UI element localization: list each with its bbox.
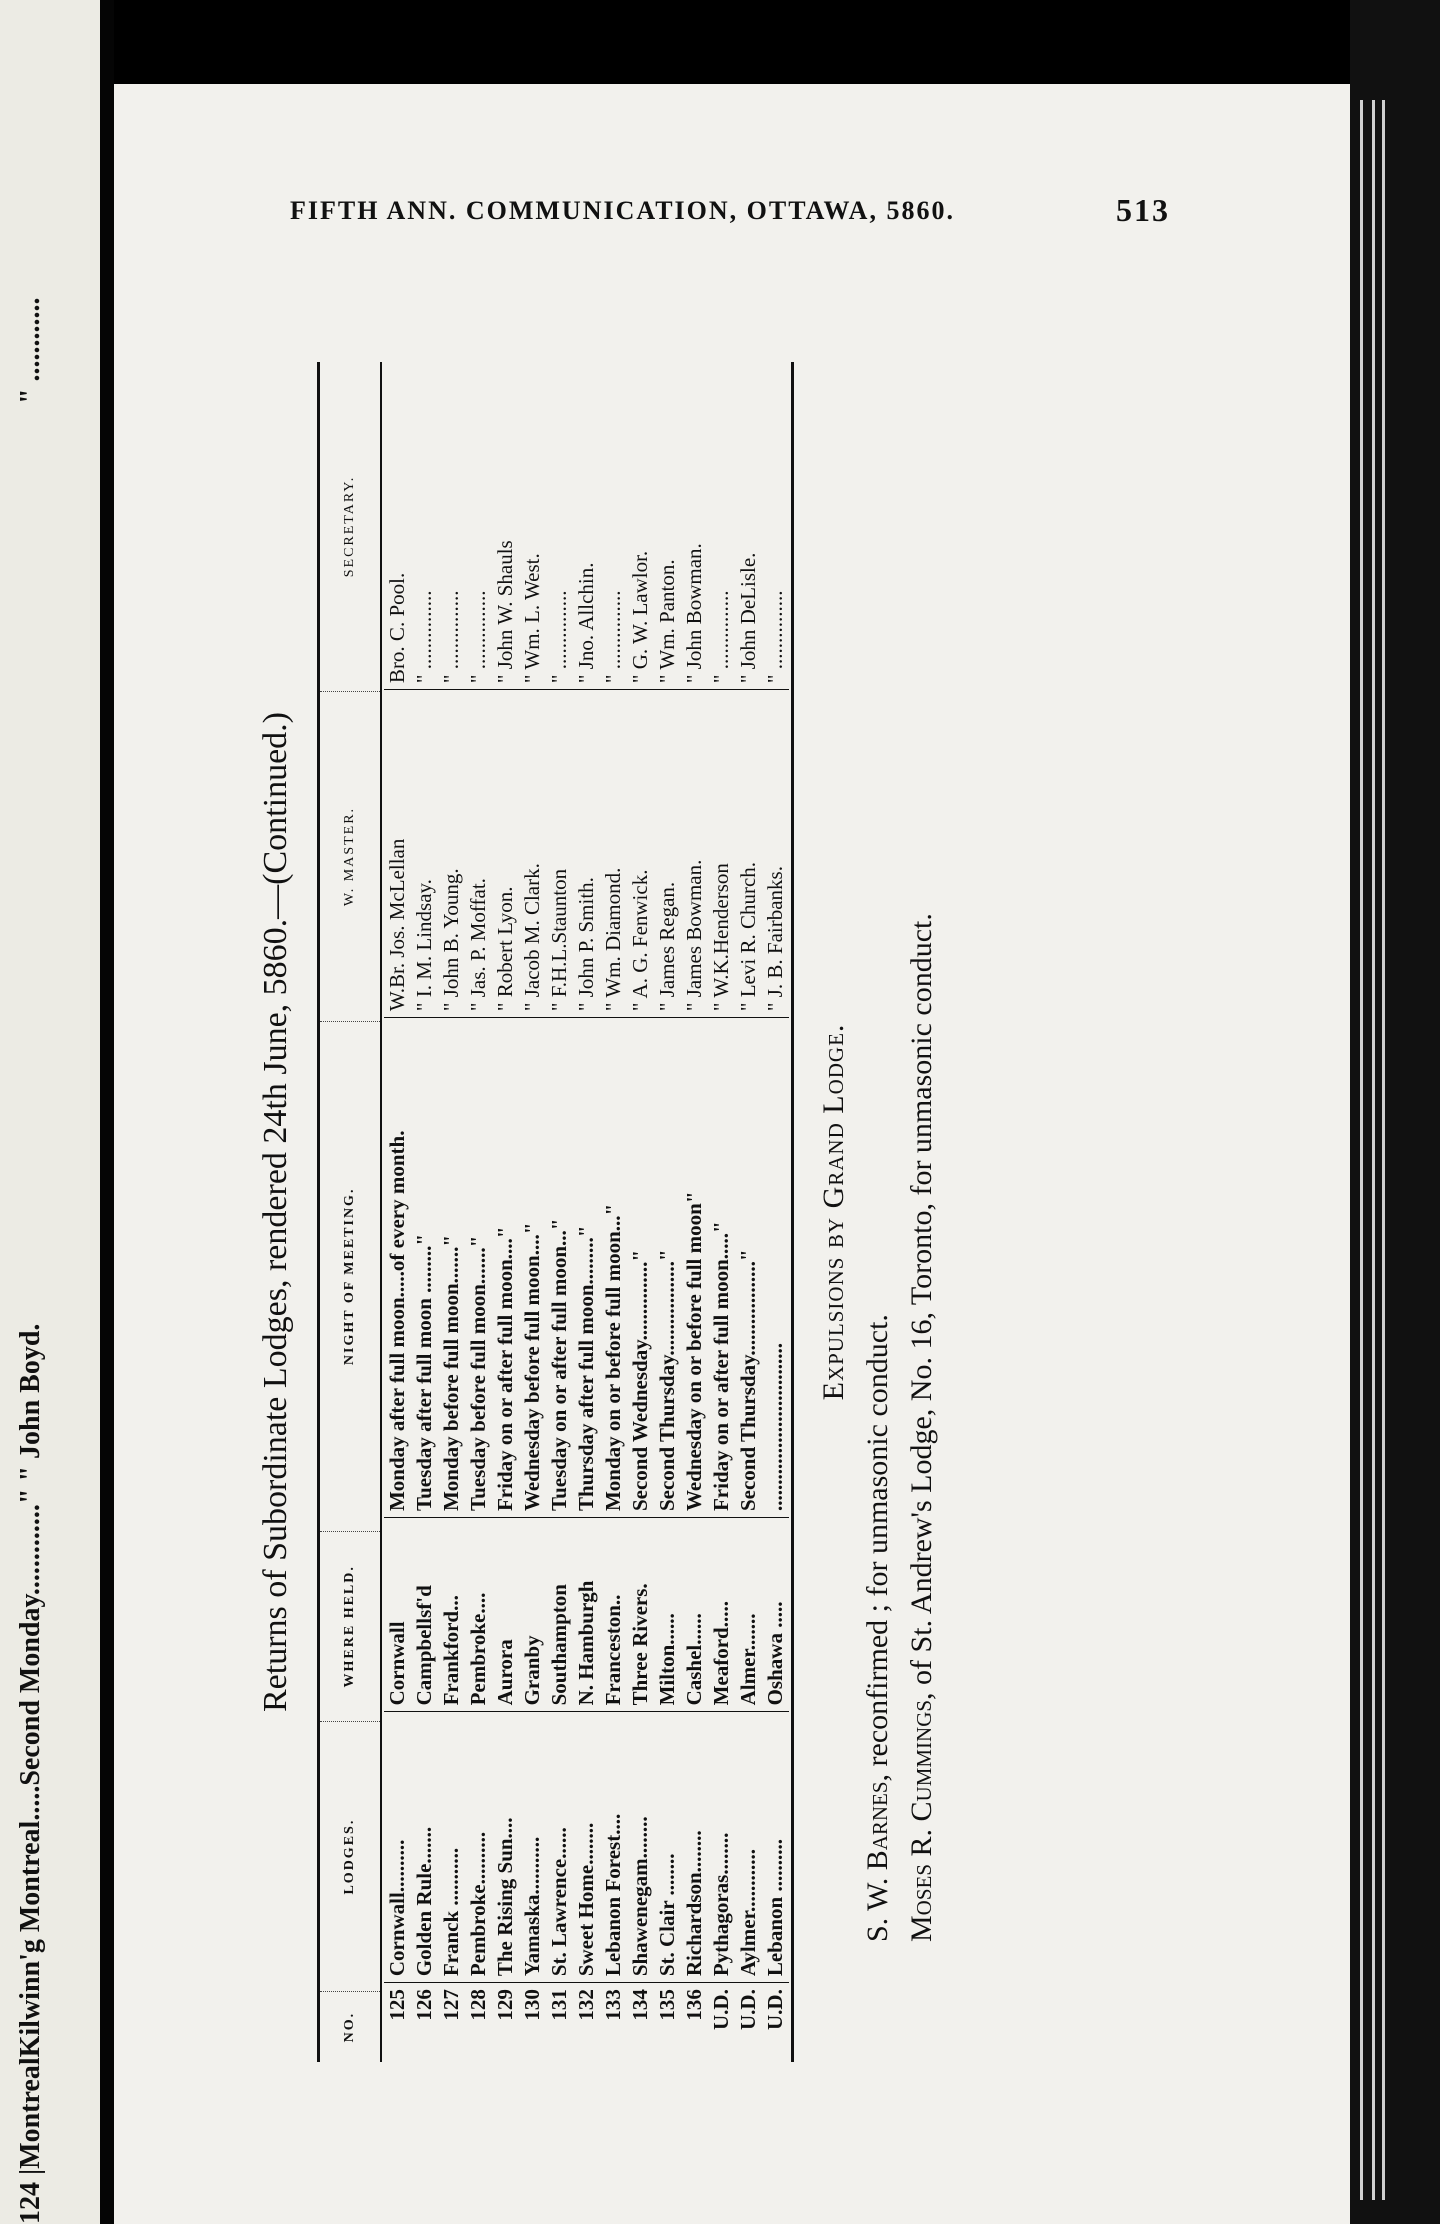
column-header-night-of-meeting: NIGHT OF MEETING. [320, 1021, 380, 1531]
worshipful-master-cell: " J. B. Fairbanks. [762, 689, 789, 1017]
column-header-w-master: W. MASTER. [320, 691, 380, 1021]
where-held-cell: Three Rivers. [627, 1517, 654, 1711]
table-row [438, 362, 465, 2062]
table-row [708, 362, 735, 2062]
table-row [600, 362, 627, 2062]
lodge-number-cell: 126 [411, 1982, 438, 2062]
secretary-cell: " Wm. L. West. [520, 553, 544, 684]
night-of-meeting-cell: Wednesday before full moon...." [519, 1017, 546, 1517]
table-row [573, 362, 600, 2062]
lodge-name-cell: Yamaska........... [519, 1711, 546, 1982]
lodge-name-cell: Franck ........... [438, 1711, 465, 1982]
lodge-name-cell: Pythagoras........ [708, 1711, 735, 1982]
secretary-cell: " John DeLisle. [736, 552, 760, 684]
lodge-name-cell: Golden Rule....... [411, 1711, 438, 1982]
lodge-number-cell: U.D. [708, 1982, 735, 2062]
where-held-cell: N. Hamburgh [573, 1517, 600, 1711]
worshipful-master-cell: " Wm. Diamond. [600, 689, 627, 1017]
secretary-cell: " John W. Shauls [493, 540, 517, 684]
column-header-secretary: SECRETARY. [342, 475, 357, 578]
lodge-name-cell: St. Clair ........ [654, 1711, 681, 1982]
worshipful-master-cell: " Jas. P. Moffat. [465, 689, 492, 1017]
expulsions-section [817, 362, 939, 2062]
expelled-name: Moses R. Cummings [905, 1699, 938, 1942]
lodge-name-cell: Richardson........ [681, 1711, 708, 1982]
worshipful-master-cell: " John P. Smith. [573, 689, 600, 1017]
lodge-number-cell: 129 [492, 1982, 519, 2062]
where-held-cell: Franceston.. [600, 1517, 627, 1711]
lodge-name-cell: Lebanon .......... [762, 1711, 789, 1982]
worshipful-master-cell: " James Regan. [654, 689, 681, 1017]
previous-page-line: 124 |MontrealKilwinn'g Montreal.....Second Monday............." " John Boyd. [15, 1323, 46, 2224]
worshipful-master-cell: " Levi R. Church. [735, 689, 762, 1017]
table-row [384, 362, 411, 2062]
secretary-cell: " G. W. Lawlor. [628, 550, 652, 684]
lodge-number-cell: U.D. [735, 1982, 762, 2062]
secretary-cell: " ............... [412, 590, 436, 684]
table-row [465, 362, 492, 2062]
night-of-meeting-cell: Friday on or after full moon...." [492, 1017, 519, 1517]
table-row [411, 362, 438, 2062]
night-of-meeting-cell: Tuesday on or after full moon..." [546, 1017, 573, 1517]
lodge-number-cell: 130 [519, 1982, 546, 2062]
worshipful-master-cell: W.Br. Jos. McLellan [384, 689, 411, 1017]
table-body [382, 362, 791, 2062]
where-held-cell: Granby [519, 1517, 546, 1711]
lodge-name-cell: Shawenegam........ [627, 1711, 654, 1982]
page-edge [1350, 0, 1440, 2224]
worshipful-master-cell: " Jacob M. Clark. [519, 689, 546, 1017]
table-row [546, 362, 573, 2062]
table-row [492, 362, 519, 2062]
where-held-cell: Frankford... [438, 1517, 465, 1711]
expulsion-text: , reconfirmed ; for unmasonic conduct. [861, 1314, 894, 1782]
expulsions-heading: Expulsions by Grand Lodge. [817, 1023, 850, 1401]
worshipful-master-cell: " John B. Young. [438, 689, 465, 1017]
secretary-cell: " ............... [547, 590, 571, 684]
secretary-cell: " ............... [709, 590, 733, 684]
secretary-cell: " ............... [466, 590, 490, 684]
table-row [627, 362, 654, 2062]
expulsion-entry [861, 362, 895, 1942]
worshipful-master-cell: " James Bowman. [681, 689, 708, 1017]
lodge-number-cell: 135 [654, 1982, 681, 2062]
night-of-meeting-cell: Tuesday before full moon......." [465, 1017, 492, 1517]
page-number: 513 [1116, 192, 1170, 228]
night-of-meeting-cell: Thursday after full moon........." [573, 1017, 600, 1517]
lodge-name-cell: Aylmer............ [735, 1711, 762, 1982]
lodge-number-cell: 136 [681, 1982, 708, 2062]
where-held-cell: Milton...... [654, 1517, 681, 1711]
table-row [681, 362, 708, 2062]
column-header-no: NO. [320, 1991, 380, 2062]
lodge-name-cell: Pembroke.......... [465, 1711, 492, 1982]
column-header-where-held: WHERE HELD. [320, 1531, 380, 1721]
lodge-number-cell: 131 [546, 1982, 573, 2062]
table-header [320, 362, 382, 2062]
night-of-meeting-cell: Friday on or after full moon....." [708, 1017, 735, 1517]
worshipful-master-cell: " I. M. Lindsay. [411, 689, 438, 1017]
where-held-cell: Cashel...... [681, 1517, 708, 1711]
table-title: Returns of Subordinate Lodges, rendered 24th June, 5860.—(Continued.) [257, 712, 294, 1712]
lodge-number-cell: 128 [465, 1982, 492, 2062]
where-held-cell: Aurora [492, 1517, 519, 1711]
night-of-meeting-cell: Monday after full moon.....of every month. [384, 1017, 411, 1517]
secretary-cell: " ............... [763, 590, 787, 684]
night-of-meeting-cell: ................................ [762, 1017, 789, 1517]
where-held-cell: Cornwall [384, 1517, 411, 1711]
worshipful-master-cell: " Robert Lyon. [492, 689, 519, 1017]
secretary-cell: " ............... [439, 590, 463, 684]
expelled-name: S. W. Barnes [861, 1781, 894, 1942]
lodge-name-cell: Sweet Home........ [573, 1711, 600, 1982]
night-of-meeting-cell: Wednesday on or before full moon" [681, 1017, 708, 1517]
running-header [170, 192, 1170, 236]
table-row [735, 362, 762, 2062]
where-held-cell: Campbellsf'd [411, 1517, 438, 1711]
secretary-cell: " Jno. Allchin. [574, 562, 598, 684]
night-of-meeting-cell: Monday before full moon......." [438, 1017, 465, 1517]
worshipful-master-cell: " F.H.L.Staunton [546, 689, 573, 1017]
worshipful-master-cell: " W.K.Henderson [708, 689, 735, 1017]
where-held-cell: Meaford..... [708, 1517, 735, 1711]
lodge-name-cell: Cornwall.......... [384, 1711, 411, 1982]
where-held-cell: Pembroke.... [465, 1517, 492, 1711]
secretary-cell: " ............... [601, 590, 625, 684]
worshipful-master-cell: " A. G. Fenwick. [627, 689, 654, 1017]
previous-page-text [5, 0, 95, 2224]
book-gutter [100, 0, 114, 2224]
previous-page-strip [0, 0, 100, 2224]
lodge-number-cell: 125 [384, 1982, 411, 2062]
lodge-returns-table [317, 362, 794, 2062]
night-of-meeting-cell: Tuesday after full moon ........." [411, 1017, 438, 1517]
lodge-number-cell: 133 [600, 1982, 627, 2062]
expulsion-text: , of St. Andrew's Lodge, No. 16, Toronto, for unmasonic conduct. [905, 913, 938, 1700]
where-held-cell: Southampton [546, 1517, 573, 1711]
expulsion-entry [905, 362, 939, 1942]
table-row [654, 362, 681, 2062]
secretary-cell: " Wm. Panton. [655, 559, 679, 684]
lodge-number-cell: 127 [438, 1982, 465, 2062]
lodge-name-cell: Lebanon Forest.... [600, 1711, 627, 1982]
secretary-cell: Bro. C. Pool. [385, 572, 409, 684]
night-of-meeting-cell: Second Thursday.................." [654, 1017, 681, 1517]
running-title: FIFTH ANN. COMMUNICATION, OTTAWA, 5860. [290, 196, 955, 225]
night-of-meeting-cell: Second Thursday.................." [735, 1017, 762, 1517]
lodge-number-cell: 132 [573, 1982, 600, 2062]
night-of-meeting-cell: Monday on or before full moon..." [600, 1017, 627, 1517]
lodge-number-cell: 134 [627, 1982, 654, 2062]
rotated-content [257, 362, 1157, 2062]
column-header-lodges: LODGES. [320, 1721, 380, 1991]
secretary-cell: " John Bowman. [682, 543, 706, 684]
where-held-cell: Oshawa ..... [762, 1517, 789, 1711]
previous-page-line: " ............ [15, 297, 46, 404]
lodge-number-cell: U.D. [762, 1982, 789, 2062]
lodge-name-cell: St. Lawrence...... [546, 1711, 573, 1982]
table-row [762, 362, 789, 2062]
where-held-cell: Almer....... [735, 1517, 762, 1711]
night-of-meeting-cell: Second Wednesday..............." [627, 1017, 654, 1517]
table-row [519, 362, 546, 2062]
lodge-name-cell: The Rising Sun.... [492, 1711, 519, 1982]
